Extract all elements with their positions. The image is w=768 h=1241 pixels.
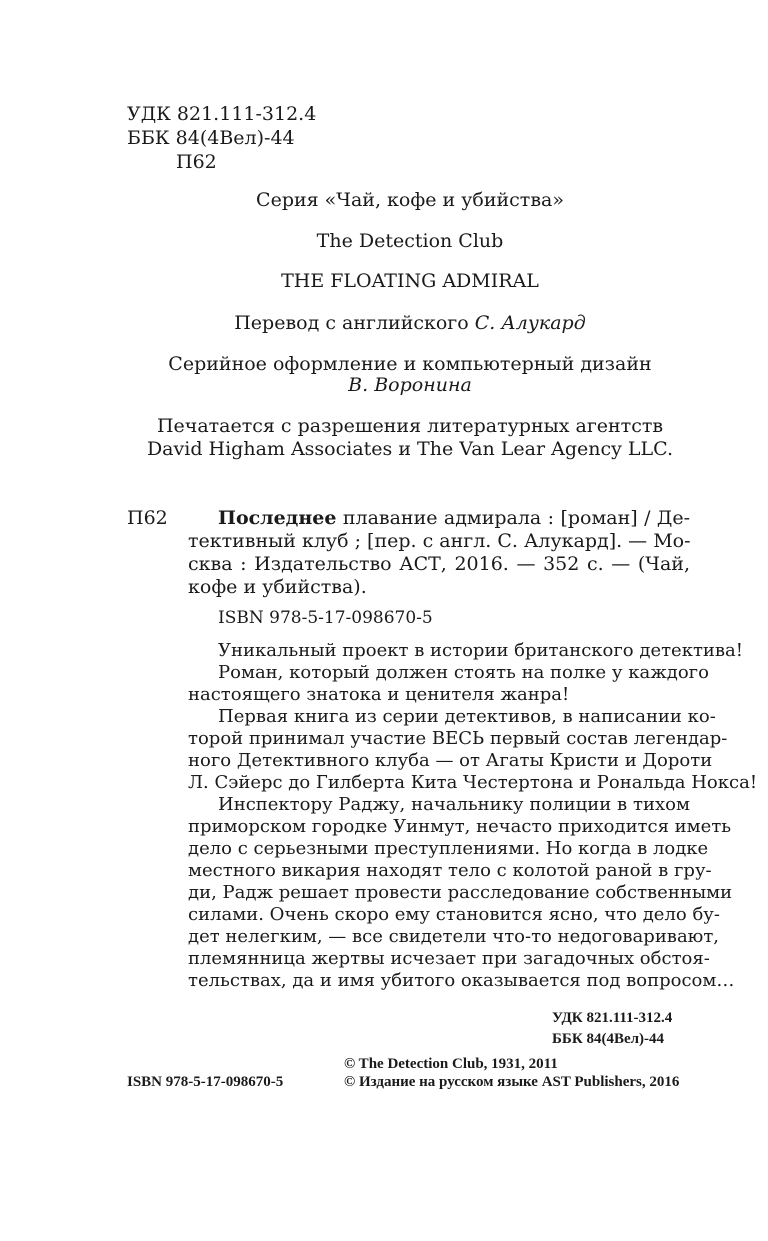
annotation-p2-l2: настоящего знатока и ценителя жанра! [188, 684, 570, 705]
annotation-p3-l4: Л. Сэйерс до Гилберта Кита Честертона и Рональда Нокса! [188, 772, 758, 793]
translator-name: С. Алукард [474, 312, 586, 334]
annotation-p1: Уникальный проект в истории британского детектива! [218, 640, 744, 661]
bbk-header: ББК 84(4Вел)-44 [127, 127, 295, 149]
original-author: The Detection Club [316, 230, 504, 252]
annotation-p4-l5: ди, Радж решает провести расследование собственными [188, 882, 733, 903]
catalog-line-1 [218, 507, 690, 529]
original-title: THE FLOATING ADMIRAL [281, 270, 539, 292]
catalog-isbn: ISBN 978-5-17-098670-5 [218, 608, 433, 628]
designer-name [0, 374, 768, 396]
translation-line [0, 312, 768, 334]
catalog-line-2: тективный клуб ; [пер. с англ. С. Алукард]. — Мо- [188, 530, 691, 552]
annotation-p4-l1: Инспектору Раджу, начальнику полиции в тихом [218, 794, 690, 815]
annotation-p4-l2: приморском городке Уинмут, нечасто приходится иметь [188, 816, 732, 837]
catalog-line-3: сква : Издательство АСТ, 2016. — 352 с. — (Чай, [188, 553, 690, 575]
annotation-p2-l1: Роман, который должен стоять на полке у каждого [218, 662, 709, 683]
udk-bottom: УДК 821.111-312.4 [552, 1010, 673, 1026]
copyright-1: © The Detection Club, 1931, 2011 [344, 1056, 558, 1072]
footer-isbn: ISBN 978-5-17-098670-5 [127, 1074, 284, 1090]
catalog-line-1-rest: плавание адмирала : [роман] / Де- [342, 507, 691, 529]
annotation-p3-l1: Первая книга из серии детективов, в написании ко- [218, 706, 716, 727]
annotation-p4-l8: племянница жертвы исчезает при загадочных обстоя- [188, 948, 710, 969]
catalog-code: П62 [127, 507, 168, 529]
catalog-line-4: кофе и убийства). [188, 576, 367, 598]
design-line: Серийное оформление и компьютерный дизайн [168, 353, 652, 375]
author-sign-header: П62 [176, 151, 217, 173]
annotation-p3-l3: ного Детективного клуба — от Агаты Кристи и Дороти [188, 750, 713, 771]
designer-name-text: В. Воронина [348, 374, 472, 396]
annotation-p4-l6: силами. Очень скоро ему становится ясно, что дело бу- [188, 904, 720, 925]
permission-line-1: Печатается с разрешения литературных агентств [156, 415, 664, 437]
permission-line-2: David Higham Associates и The Van Lear Agency LLC. [146, 438, 674, 460]
catalog-title-bold: Последнее [218, 507, 337, 529]
annotation-p3-l2: торой принимал участие ВЕСЬ первый состав легендар- [188, 728, 728, 749]
annotation-p4-l7: дет нелегким, — все свидетели что-то недоговаривают, [188, 926, 720, 947]
translation-prefix: Перевод с английского [234, 312, 469, 334]
udk-header: УДК 821.111-312.4 [127, 103, 317, 125]
annotation-p4-l9: тельствах, да и имя убитого оказывается под вопросом… [188, 970, 735, 991]
copyright-2: © Издание на русском языке AST Publishers, 2016 [344, 1074, 680, 1090]
annotation-p4-l3: дело с серьезными преступлениями. Но когда в лодке [188, 838, 709, 859]
series-line: Серия «Чай, кофе и убийства» [256, 189, 564, 211]
bbk-bottom: ББК 84(4Вел)-44 [552, 1031, 665, 1047]
annotation-p4-l4: местного викария находят тело с колотой раной в гру- [188, 860, 712, 881]
